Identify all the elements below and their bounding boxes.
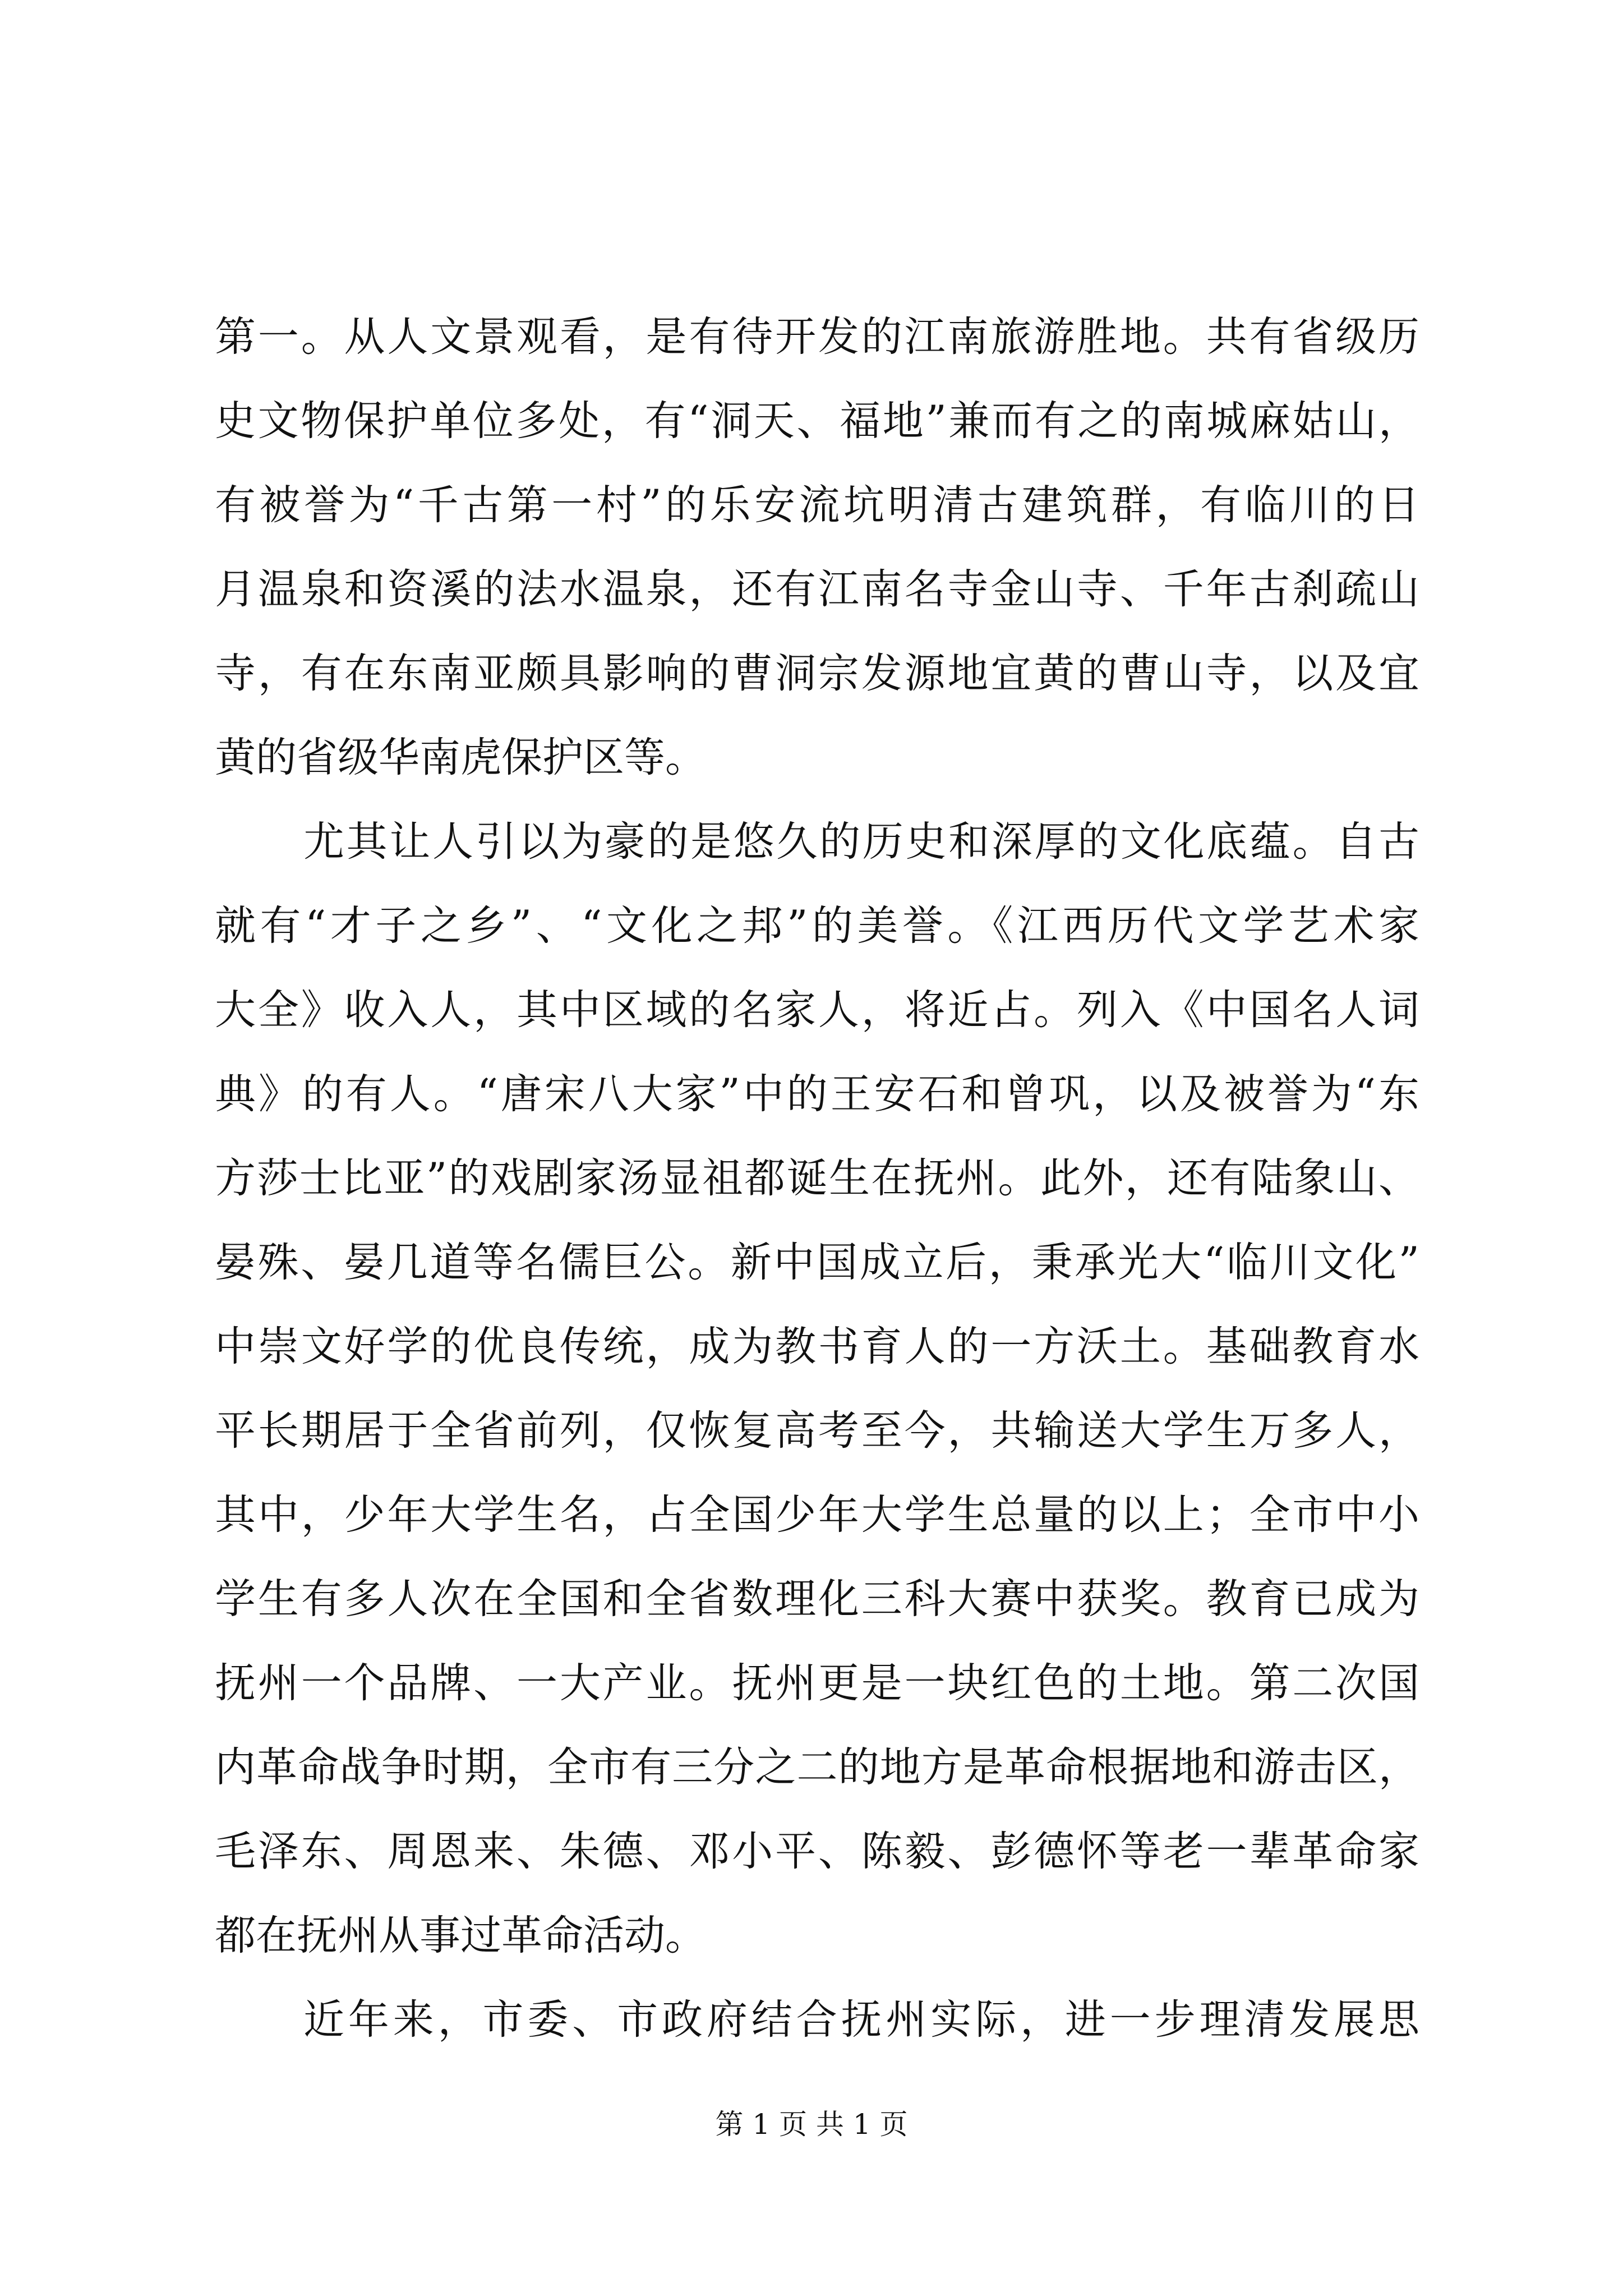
text-line: 大全》收入人，其中区域的名家人，将近占。列入《中国名人词 [215, 986, 1419, 1034]
text-line: 毛泽东、周恩来、朱德、邓小平、陈毅、彭德怀等老一辈革命家 [215, 1828, 1419, 1875]
document-body [215, 295, 1419, 2062]
text-line: 晏殊、晏几道等名儒巨公。新中国成立后，秉承光大“临川文化” [215, 1239, 1419, 1286]
text-line: 内革命战争时期，全市有三分之二的地方是革命根据地和游击区， [215, 1743, 1419, 1791]
text-line: 史文物保护单位多处，有“洞天、福地”兼而有之的南城麻姑山， [215, 397, 1419, 445]
text-line: 寺，有在东南亚颇具影响的曹洞宗发源地宜黄的曹山寺，以及宜 [215, 650, 1419, 697]
text-line: 都在抚州从事过革命活动。 [215, 1912, 706, 1959]
text-line: 学生有多人次在全国和全省数理化三科大赛中获奖。教育已成为 [215, 1575, 1419, 1623]
text-line: 平长期居于全省前列，仅恢复高考至今，共输送大学生万多人， [215, 1407, 1419, 1455]
text-line: 黄的省级华南虎保护区等。 [215, 734, 706, 781]
page-footer: 第 1 页 共 1 页 [715, 2108, 908, 2141]
text-line: 方莎士比亚”的戏剧家汤显祖都诞生在抚州。此外，还有陆象山、 [215, 1154, 1419, 1202]
text-line: 尤其让人引以为豪的是悠久的历史和深厚的文化底蕴。自古 [303, 818, 1419, 866]
text-line: 典》的有人。“唐宋八大家”中的王安石和曾巩，以及被誉为“东 [215, 1070, 1419, 1118]
paragraph-2 [215, 800, 1419, 1978]
paragraph-1 [215, 295, 1419, 800]
text-line: 近年来，市委、市政府结合抚州实际，进一步理清发展思 [303, 1996, 1419, 2044]
text-line: 第一。从人文景观看，是有待开发的江南旅游胜地。共有省级历 [215, 313, 1419, 361]
text-line: 中崇文好学的优良传统，成为教书育人的一方沃土。基础教育水 [215, 1323, 1419, 1370]
text-line: 其中，少年大学生名，占全国少年大学生总量的以上；全市中小 [215, 1491, 1419, 1539]
text-line: 月温泉和资溪的法水温泉，还有江南名寺金山寺、千年古刹疏山 [215, 565, 1419, 613]
text-line: 抚州一个品牌、一大产业。抚州更是一块红色的土地。第二次国 [215, 1659, 1419, 1707]
text-line: 有被誉为“千古第一村”的乐安流坑明清古建筑群，有临川的日 [215, 481, 1419, 529]
paragraph-3 [215, 1978, 1419, 2062]
text-line: 就有“才子之乡”、“文化之邦”的美誉。《江西历代文学艺术家 [215, 902, 1419, 950]
